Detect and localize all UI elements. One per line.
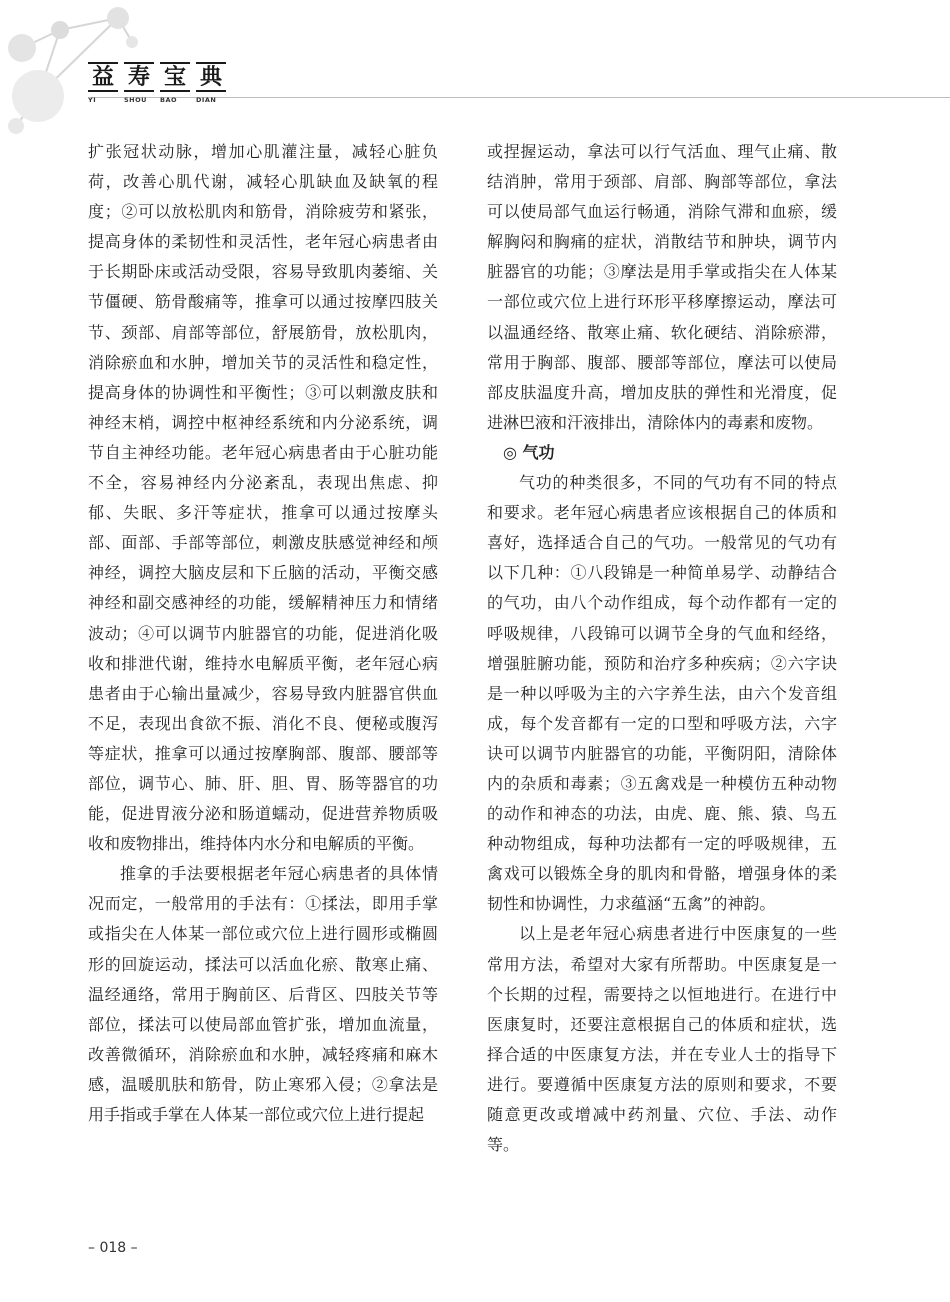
paragraph: 扩张冠状动脉，增加心肌灌注量，减轻心脏负荷，改善心肌代谢，减轻心肌缺血及缺氧的程度；②可以放松肌肉和筋骨，消除疲劳和紧张，提高身体的柔韧性和灵活性，老年冠心病患者由于长期卧床或活动受限，容易导致肌肉萎缩、关节僵硬、筋骨酸痛等，推拿可以通过按摩四肢关节、颈部、肩部等部位，舒展筋骨，放松肌肉，消除瘀血和水肿，增加关节的灵活性和稳定性，提高身体的协调性和平衡性；③可以刺激皮肤和神经末梢，调控中枢神经系统和内分泌系统，调节自主神经功能。老年冠心病患者由于心脏功能不全，容易神经内分泌紊乱，表现出焦虑、抑郁、失眠、多汗等症状，推拿可以通过按摩头部、面部、手部等部位，刺激皮肤感觉神经和颅神经，调控大脑皮层和下丘脑的活动，平衡交感神经和副交感神经的功能，缓解精神压力和情绪波动；④可以调节内脏器官的功能，促进消化吸收和排泄代谢，维持水电解质平衡，老年冠心病患者由于心输出量减少，容易导致内脏器官供血不足，表现出食欲不振、消化不良、便秘或腹泻等症状，推拿可以通过按摩胸部、腹部、腰部等部位，调节心、肺、肝、胆、胃、肠等器官的功能，促进胃液分泌和肠道蠕动，促进营养物质吸收和废物排出，维持体内水分和电解质的平衡。 bbox=[88, 142, 438, 854]
masthead-pinyin-word: SHOU bbox=[124, 96, 147, 104]
page-number: – 018 – bbox=[88, 1240, 138, 1256]
masthead-char: 益 bbox=[88, 62, 118, 92]
masthead bbox=[88, 62, 232, 104]
masthead-char: 宝 bbox=[160, 62, 190, 92]
paragraph: 气功的种类很多，不同的气功有不同的特点和要求。老年冠心病患者应该根据自己的体质和喜好，选择适合自己的气功。一般常见的气功有以下几种：①八段锦是一种简单易学、动静结合的气功，由八个动作组成，每个动作都有一定的呼吸规律，八段锦可以调节全身的气血和经络，增强脏腑功能，预防和治疗多种疾病；②六字诀是一种以呼吸为主的六字养生法，由六个发音组成，每个发音都有一定的口型和呼吸方法，六字诀可以调节内脏器官的功能，平衡阴阳，清除体内的杂质和毒素；③五禽戏是一种模仿五种动物的动作和神态的功法，由虎、鹿、熊、猿、鸟五种动物组成，每种功法都有一定的呼吸规律，五禽戏可以锻炼全身的肌肉和骨骼，增强身体的柔韧性和协调性，力求蕴涵“五禽”的神韵。 bbox=[487, 473, 837, 914]
paragraph: 以上是老年冠心病患者进行中医康复的一些常用方法，希望对大家有所帮助。中医康复是一个长期的过程，需要持之以恒地进行。在进行中医康复时，还要注意根据自己的体质和症状，选择合适的中医康复方法，并在专业人士的指导下进行。要遵循中医康复方法的原则和要求，不要随意更改或增减中药剂量、穴位、手法、动作等。 bbox=[487, 924, 837, 1155]
left-column bbox=[88, 137, 438, 1130]
masthead-pinyin-word: YI bbox=[88, 96, 97, 104]
paragraph: 推拿的手法要根据老年冠心病患者的具体情况而定，一般常用的手法有：①揉法，即用手掌或指尖在人体某一部位或穴位上进行圆形或椭圆形的回旋运动，揉法可以活血化瘀、散寒止痛、温经通络，常用于胸前区、后背区、四肢关节等部位，揉法可以使局部血管扩张，增加血流量，改善微循环，消除瘀血和水肿，减轻疼痛和麻木感，温暖肌肤和筋骨，防止寒邪入侵；②拿法是用手指或手掌在人体某一部位或穴位上进行提起 bbox=[88, 864, 438, 1124]
section-heading: ◎ 气功 bbox=[503, 442, 555, 462]
masthead-char: 典 bbox=[196, 62, 226, 92]
masthead-pinyin-word: BAO bbox=[160, 96, 178, 104]
masthead-pinyin bbox=[88, 96, 232, 104]
masthead-char: 寿 bbox=[124, 62, 154, 92]
paragraph: 或捏握运动，拿法可以行气活血、理气止痛、散结消肿，常用于颈部、肩部、胸部等部位，拿法可以使局部气血运行畅通，消除气滞和血瘀，缓解胸闷和胸痛的症状，消散结节和肿块，调节内脏器官的功能；③摩法是用手掌或指尖在人体某一部位或穴位上进行环形平移摩擦运动，摩法可以温通经络、散寒止痛、软化硬结、消除瘀滞，常用于胸部、腹部、腰部等部位，摩法可以使局部皮肤温度升高，增加皮肤的弹性和光滑度，促进淋巴液和汗液排出，清除体内的毒素和废物。 bbox=[487, 142, 837, 432]
right-column bbox=[487, 137, 837, 1160]
masthead-pinyin-word: DIAN bbox=[196, 96, 217, 104]
masthead-title bbox=[88, 62, 232, 92]
